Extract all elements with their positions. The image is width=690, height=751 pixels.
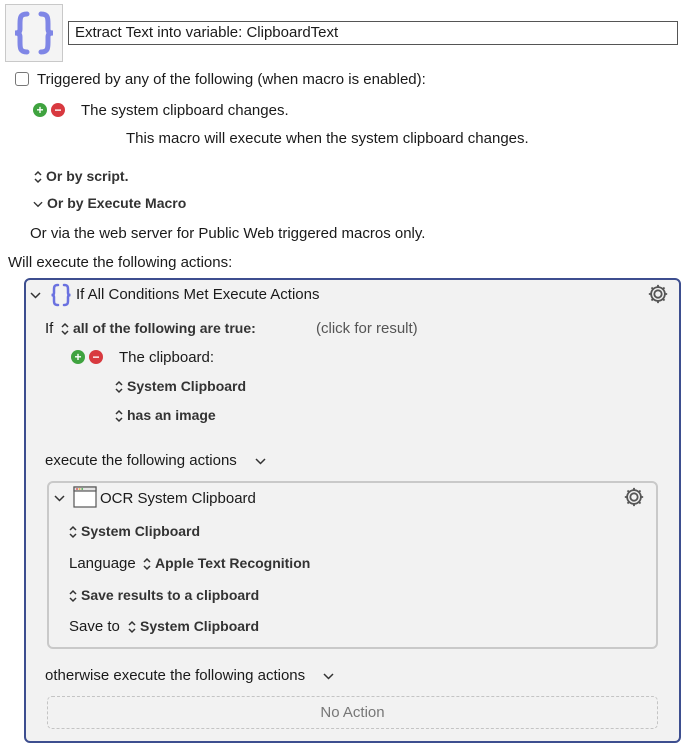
- output-mode-value: Save results to a clipboard: [81, 587, 260, 603]
- curly-braces-icon: [12, 10, 56, 56]
- ocr-action-title: OCR System Clipboard: [100, 490, 256, 507]
- macro-name-field[interactable]: Extract Text into variable: ClipboardText: [68, 21, 678, 45]
- click-for-result-link[interactable]: (click for result): [316, 320, 418, 337]
- condition-mode-label: all of the following are true:: [73, 320, 256, 336]
- chevron-down-icon: [255, 457, 266, 465]
- trigger-description: This macro will execute when the system clipboard changes.: [126, 130, 529, 147]
- execute-actions-label: execute the following actions: [45, 452, 237, 469]
- condition-plus-minus: [71, 350, 103, 364]
- updown-chevron-icon: [127, 620, 137, 634]
- condition-source-value: System Clipboard: [127, 378, 247, 394]
- save-to-popup[interactable]: [127, 618, 259, 634]
- updown-chevron-icon: [33, 170, 43, 184]
- save-to-label: Save to: [69, 618, 120, 635]
- gear-icon[interactable]: [623, 486, 645, 508]
- or-by-script-toggle[interactable]: [33, 168, 128, 184]
- trigger-plus-minus: [33, 103, 65, 117]
- language-popup[interactable]: [142, 555, 310, 571]
- collapse-chevron-icon[interactable]: [54, 494, 65, 502]
- or-by-script-label: Or by script.: [46, 168, 129, 184]
- updown-chevron-icon: [142, 557, 152, 571]
- window-icon: [73, 486, 97, 508]
- if-action-title: If All Conditions Met Execute Actions: [76, 286, 320, 303]
- remove-trigger-button[interactable]: −: [51, 103, 65, 117]
- updown-chevron-icon: [114, 409, 124, 423]
- otherwise-actions-toggle[interactable]: [45, 667, 334, 684]
- remove-condition-button[interactable]: −: [89, 350, 103, 364]
- condition-mode-popup[interactable]: [60, 320, 256, 336]
- output-mode-popup[interactable]: [68, 587, 259, 603]
- trigger-label: The system clipboard changes.: [81, 102, 289, 119]
- execute-actions-toggle[interactable]: [45, 452, 266, 469]
- condition-test-popup[interactable]: [114, 407, 216, 423]
- updown-chevron-icon: [114, 380, 124, 394]
- collapse-chevron-icon[interactable]: [30, 291, 41, 299]
- language-label: Language: [69, 555, 136, 572]
- language-value: Apple Text Recognition: [155, 555, 311, 571]
- no-action-placeholder[interactable]: [47, 696, 658, 729]
- or-by-execute-macro-toggle[interactable]: [33, 195, 186, 211]
- condition-label: The clipboard:: [119, 349, 215, 366]
- chevron-down-icon: [33, 200, 43, 208]
- updown-chevron-icon: [68, 589, 78, 603]
- if-label: If: [45, 320, 54, 337]
- macro-icon[interactable]: [5, 4, 63, 62]
- add-condition-button[interactable]: +: [71, 350, 85, 364]
- save-to-value: System Clipboard: [140, 618, 260, 634]
- no-action-label: No Action: [320, 704, 385, 721]
- updown-chevron-icon: [60, 322, 70, 336]
- triggered-label: Triggered by any of the following (when macro is enabled):: [37, 71, 426, 88]
- curly-braces-icon: [50, 283, 72, 307]
- web-server-note: Or via the web server for Public Web triggered macros only.: [30, 225, 426, 242]
- otherwise-actions-label: otherwise execute the following actions: [45, 667, 306, 684]
- condition-source-popup[interactable]: [114, 378, 246, 394]
- add-trigger-button[interactable]: +: [33, 103, 47, 117]
- condition-test-value: has an image: [127, 407, 216, 423]
- or-by-execute-macro-label: Or by Execute Macro: [47, 195, 187, 211]
- ocr-source-popup[interactable]: [68, 523, 200, 539]
- updown-chevron-icon: [68, 525, 78, 539]
- actions-heading: Will execute the following actions:: [8, 254, 233, 271]
- ocr-source-value: System Clipboard: [81, 523, 201, 539]
- gear-icon[interactable]: [647, 283, 669, 305]
- triggered-checkbox[interactable]: [15, 72, 29, 86]
- chevron-down-icon: [323, 672, 334, 680]
